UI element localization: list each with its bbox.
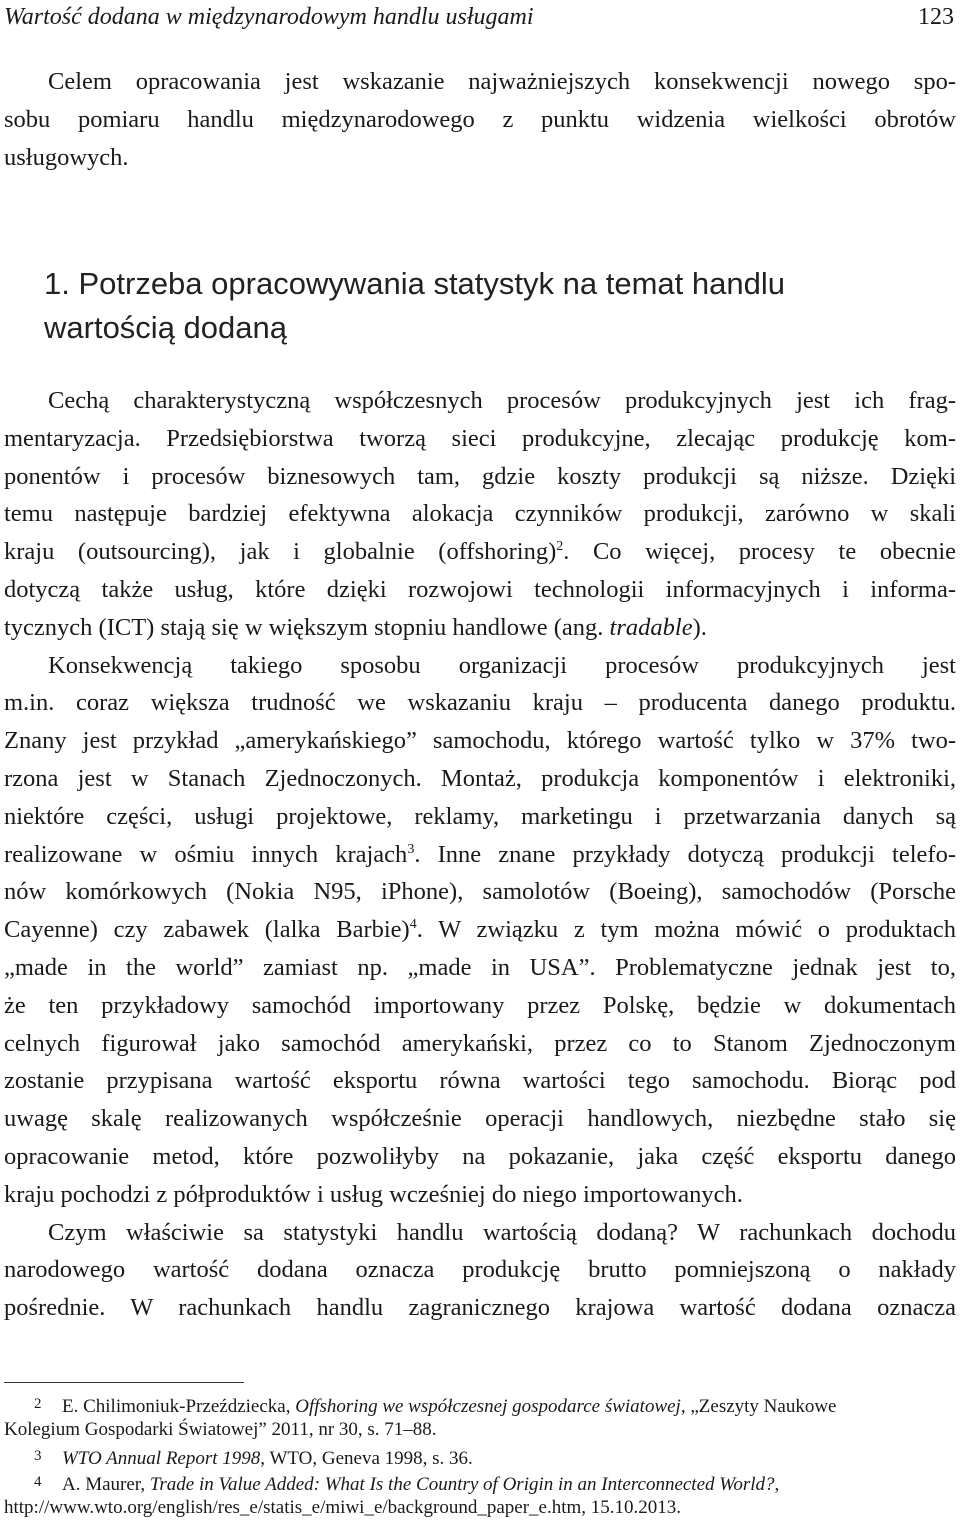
footnote-ref-3[interactable]: 3 (407, 841, 415, 857)
text-line: dotyczą także usług, które dzięki rozwojowi technologii informacyjnych i informa- (4, 575, 956, 603)
running-header (4, 0, 954, 34)
text-line: narodowego wartość dodana oznacza produkcję brutto pomniejszoną o nakłady (4, 1256, 956, 1284)
text-line: kraju pochodzi z półproduktów i usług wcześniej do niego importowanych. (4, 1180, 743, 1208)
text-run: , WTO, Geneva 1998, s. 36. (260, 1448, 473, 1469)
body-text (4, 382, 956, 1327)
heading-line: wartością dodaną (44, 310, 287, 345)
text-line: temu następuje bardziej efektywna alokacja czynników produkcji, zarówno w skali (4, 500, 956, 528)
text-run: kraju (outsourcing), jak i globalnie (offshoring) (4, 538, 557, 566)
text-line (4, 533, 956, 571)
text-line: Cechą charakterystyczną współczesnych procesów produkcyjnych jest ich frag- (48, 387, 956, 414)
intro-paragraph (4, 63, 956, 176)
text-run: ). (692, 613, 707, 641)
text-line: sobu pomiaru handlu międzynarodowego z punktu widzenia wielkości obrotów (4, 105, 956, 133)
text-line: Znany jest przykład „amerykańskiego” samochodu, którego wartość tylko w 37% two- (4, 727, 956, 755)
text-line: nów komórkowych (Nokia N95, iPhone), samolotów (Boeing), samochodów (Porsche (4, 878, 956, 906)
running-title: Wartość dodana w międzynarodowym handlu usługami (4, 4, 534, 30)
text-line: zostanie przypisana wartość eksportu równa wartości tego samochodu. Biorąc pod (4, 1067, 956, 1095)
text-line: Celem opracowania jest wskazanie najważniejszych konsekwencji nowego spo- (48, 68, 956, 95)
text-line: usługowych. (4, 143, 129, 171)
text-line: że ten przykładowy samochód importowany przez Polskę, będzie w dokumentach (4, 991, 956, 1019)
footnote-ref-2[interactable]: 2 (556, 539, 564, 555)
text-line: uwagę skalę realizowanych współcześnie operacji handlowych, niezbędne stało się (4, 1105, 956, 1133)
footnote-number: 3 (34, 1448, 42, 1464)
text-run: A. Maurer, (62, 1474, 150, 1495)
text-run: E. Chilimoniuk-Przeździecka, (62, 1396, 296, 1417)
heading-line: 1. Potrzeba opracowywania statystyk na temat handlu (44, 266, 785, 301)
footnote-number: 2 (34, 1396, 42, 1412)
text-run: , „Zeszyty Naukowe (680, 1396, 837, 1417)
text-run: realizowane w ośmiu innych krajach (4, 840, 408, 868)
text-line (4, 836, 956, 874)
text-line: Konsekwencją takiego sposobu organizacji procesów produkcyjnych jest (48, 651, 956, 679)
text-line: Czym właściwie sa statystyki handlu wartością dodaną? W rachunkach dochodu (48, 1218, 956, 1246)
footnotes (4, 1391, 956, 1521)
text-run: , (774, 1474, 780, 1495)
footnote-4-url[interactable]: http://www.wto.org/english/res_e/statis_e/miwi_e/background_paper_e.htm, 15.10.2013. (4, 1497, 682, 1518)
text-line: ponentów i procesów biznesowych tam, gdzie koszty produkcji są niższe. Dzięki (4, 462, 956, 490)
text-line: rzona jest w Stanach Zjednoczonych. Montaż, produkcja komponentów i elektroniki, (4, 764, 956, 792)
text-run: Cayenne) czy zabawek (lalka Barbie) (4, 916, 410, 944)
footnote-number: 4 (34, 1474, 42, 1490)
text-line: pośrednie. W rachunkach handlu zagranicznego krajowa wartość dodana oznacza (4, 1294, 956, 1322)
footnote-ref-4[interactable]: 4 (409, 917, 417, 933)
footnote-2-cont: Kolegium Gospodarki Światowej” 2011, nr 30, s. 71–88. (4, 1419, 437, 1440)
footnote-3 (4, 1443, 956, 1469)
italic-title: Trade in Value Added: What Is the Country of Origin in an Interconnected World? (149, 1474, 775, 1495)
text-run: . Co więcej, procesy te obecnie (563, 538, 956, 566)
text-line (4, 609, 956, 647)
text-run: . Inne znane przykłady dotyczą produkcji telefo- (414, 840, 956, 868)
page-number: 123 (918, 4, 954, 30)
text-line: „made in the world” zamiast np. „made in USA”. Problematyczne jednak jest to, (4, 953, 956, 981)
section-heading (44, 262, 940, 350)
text-run: tycznych (ICT) stają się w większym stopniu handlowe (ang. (4, 613, 610, 641)
footnote-2 (4, 1391, 956, 1417)
text-line: celnych figurował jako samochód amerykański, przez co to Stanom Zjednoczonym (4, 1029, 956, 1057)
italic-title: WTO Annual Report 1998 (62, 1448, 261, 1469)
text-line: m.in. coraz większa trudność we wskazaniu kraju – producenta danego produktu. (4, 689, 956, 717)
text-line: niektóre części, usługi projektowe, reklamy, marketingu i przetwarzania danych są (4, 802, 956, 830)
italic-title: Offshoring we współczesnej gospodarce światowej (295, 1396, 681, 1417)
text-line: mentaryzacja. Przedsiębiorstwa tworzą sieci produkcyjne, zlecając produkcję kom- (4, 424, 956, 452)
text-line: opracowanie metod, które pozwoliłyby na pokazanie, jaka część eksportu danego (4, 1142, 956, 1170)
footnote-4 (4, 1469, 956, 1495)
text-run: . W związku z tym można mówić o produktach (416, 916, 956, 944)
text-line (4, 911, 956, 949)
footnote-separator (4, 1382, 244, 1383)
italic-term: tradable (609, 613, 693, 641)
